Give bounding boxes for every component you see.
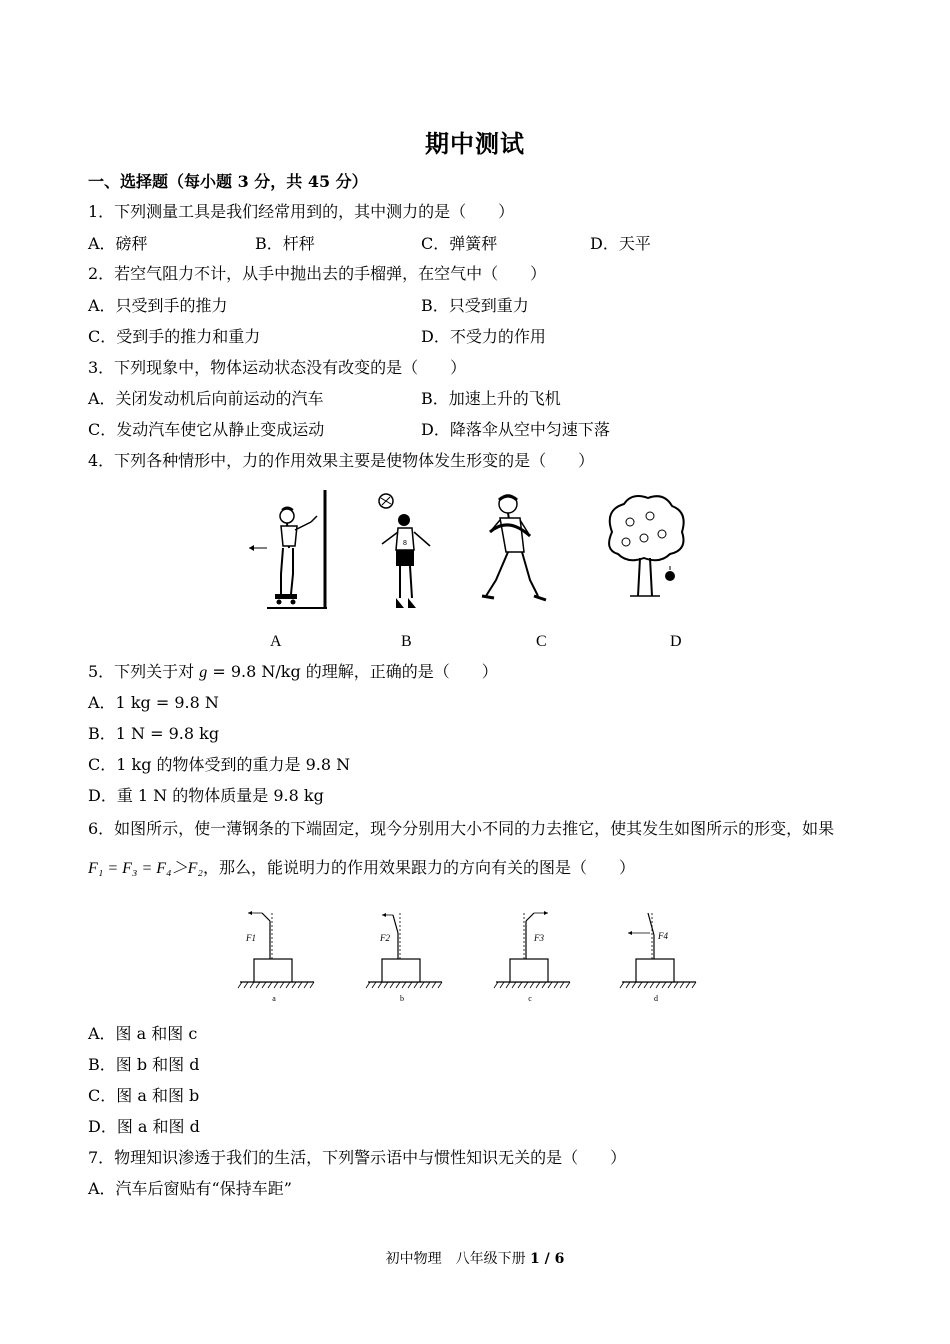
q5-stem-pre: 5．下列关于对 — [88, 662, 200, 681]
q2-option-a: A．只受到手的推力 — [88, 296, 228, 315]
q1-option-b: B．杆秤 — [255, 234, 315, 253]
q6-fig-label-b: b — [400, 994, 404, 1003]
q6-label-f3: F3 — [534, 933, 544, 943]
q4-label-c: C — [536, 633, 547, 650]
q6-label-f4: F4 — [658, 931, 668, 941]
q6-stem-post: ，那么，能说明力的作用效果跟力的方向有关的图是（ ） — [202, 858, 635, 877]
q3-option-a: A．关闭发动机后向前运动的汽车 — [88, 389, 324, 408]
q5-option-d: D．重 1 N 的物体质量是 9.8 kg — [88, 786, 324, 805]
q2-stem: 2．若空气阻力不计，从手中抛出去的手榴弹，在空气中（ ） — [88, 264, 547, 283]
page-title: 期中测试 — [425, 129, 525, 158]
q3-option-d: D．降落伞从空中匀速下落 — [421, 420, 610, 439]
q1-option-c: C．弹簧秤 — [421, 234, 498, 253]
q3-option-b: B．加速上升的飞机 — [421, 389, 561, 408]
q6-fig-label-c: c — [528, 994, 532, 1003]
q1-option-a: A．磅秤 — [88, 234, 148, 253]
q6-option-c: C．图 a 和图 b — [88, 1086, 200, 1105]
q4-stem: 4．下列各种情形中，力的作用效果主要是使物体发生形变的是（ ） — [88, 451, 595, 470]
page-footer — [0, 1248, 950, 1268]
q4-figure-b-header-ball — [370, 490, 440, 618]
q5-stem-post: = 9.8 N/kg 的理解，正确的是（ ） — [207, 662, 498, 681]
q1-option-d: D．天平 — [590, 234, 651, 253]
q5-option-b: B．1 N = 9.8 kg — [88, 724, 220, 743]
q6-label-f2: F2 — [380, 933, 390, 943]
q4-figure-a-skater-wall — [245, 486, 335, 614]
q7-stem: 7．物理知识渗透于我们的生活，下列警示语中与惯性知识无关的是（ ） — [88, 1148, 627, 1167]
q6-fig-c — [494, 911, 570, 1003]
q6-fig-b — [366, 911, 442, 1003]
q4-figure-c-bending-rod — [478, 488, 558, 608]
q5-stem — [88, 662, 498, 683]
svg-text:8: 8 — [403, 540, 407, 547]
q5-option-a: A．1 kg = 9.8 N — [88, 693, 219, 712]
q4-figure-d-apple-tree — [600, 492, 690, 604]
footer-text: 初中物理 八年级下册 — [385, 1251, 531, 1267]
q6-option-b: B．图 b 和图 d — [88, 1055, 200, 1074]
q2-option-c: C．受到手的推力和重力 — [88, 327, 261, 346]
q3-stem: 3．下列现象中，物体运动状态没有改变的是（ ） — [88, 358, 467, 377]
q4-label-b: B — [401, 633, 412, 650]
q6-fig-a — [238, 911, 314, 1003]
page-number: 1 / 6 — [530, 1251, 565, 1267]
q7-option-a: A．汽车后窗贴有“保持车距” — [88, 1179, 292, 1198]
q4-label-a: A — [270, 633, 282, 650]
q6-option-a: A．图 a 和图 c — [88, 1024, 198, 1043]
q6-stem: 6．如图所示，使一薄钢条的下端固定，现今分别用大小不同的力去推它，使其发生如图所示的形变，如果 — [88, 819, 835, 838]
q6-force-relation: F₁ = F₃ = F₄＞F₂ — [88, 860, 203, 877]
q3-option-c: C．发动汽车使它从静止变成运动 — [88, 420, 325, 439]
section-heading: 一、选择题（每小题 3 分，共 45 分） — [88, 172, 368, 191]
q6-fig-d — [620, 911, 696, 1003]
q5-option-c: C．1 kg 的物体受到的重力是 9.8 N — [88, 755, 351, 774]
q2-option-b: B．只受到重力 — [421, 296, 529, 315]
q6-fig-label-d: d — [654, 994, 658, 1003]
q2-option-d: D．不受力的作用 — [421, 327, 546, 346]
q6-option-d: D．图 a 和图 d — [88, 1117, 200, 1136]
q1-stem: 1．下列测量工具是我们经常用到的，其中测力的是（ ） — [88, 202, 515, 221]
q6-figure-steel-strips — [232, 905, 712, 1005]
q5-stem-math: g — [199, 664, 208, 681]
q6-fig-label-a: a — [272, 994, 276, 1003]
q6-label-f1: F1 — [246, 933, 256, 943]
q4-label-d: D — [670, 633, 682, 650]
q6-stem-line2 — [88, 858, 635, 879]
